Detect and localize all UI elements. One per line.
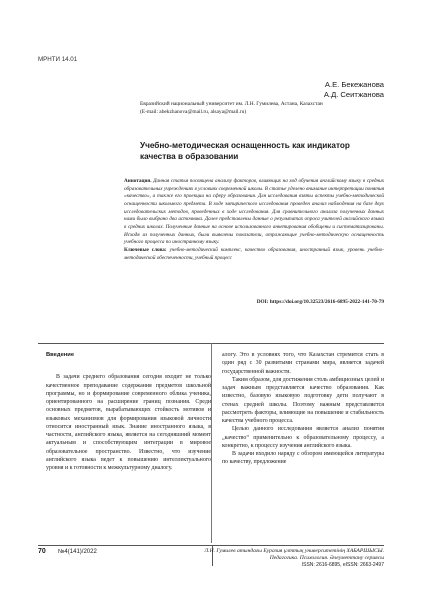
paragraph: Таким образом, для достижения столь амбициозных целей и задач важным представляется качество образования. Как известно, базовую языковую подготовку дети получают в стенах средней школы. Поэтому важным представляется рассмотреть факторы, влияющие на повышение и стабильность качества учебного процесса.	[222, 376, 384, 424]
abstract-text: Данная статья посвящена анализу факторов, влияющих на ход обучения английскому языку в средних образовательных учреждениях в условиях современной школы. В статье уделено внимание интерпретации понятия «качество», а также его проекции на сферу образования. Для исследования взяты аспекты учебно-методической оснащенности школьного предмета. В ходе эмпирического исследования проведен анализ наблюдения на базе двух исследовательских методов, проведенных в ходе исследования. Для сравнительного анализа полученных данных нами было выбрано два источника. Далее представлены данные о результатах опроса учителей английского языка в средних школах. Полученные данные на основе использованного анкетирования обобщены и систематизированы. Исходя из полученных данных, были выявлены показатели, отражающие учебно-методическую оснащенность учебного процесса по иностранному языку.	[124, 178, 385, 246]
author-name: А.Е. Бекежанова	[324, 80, 384, 89]
paragraph: В задачи входило наряду с обзором имеющейся литературы по качеству, предложение	[222, 451, 384, 466]
journal-info	[204, 548, 384, 569]
affiliation-email: (E-mail: abekzhanova@mail.ru, alsaya@mail.ru)	[140, 108, 247, 115]
section-heading-intro: Введение	[46, 352, 75, 358]
keywords-text: учебно-методический комплекс, качество образования, иностранный язык, уровень учебно-методической обеспеченности, учебный процесс	[124, 246, 385, 261]
affiliation	[140, 101, 384, 117]
journal-issn: ISSN: 2616-6895, eISSN: 2663-2497	[301, 562, 384, 568]
affiliation-line: Евразийский национальный университет им. Л.Н. Гумилева, Астана, Казахстан	[140, 101, 323, 107]
column-divider	[211, 343, 212, 543]
footer-divider	[38, 545, 384, 546]
doi-link[interactable]: DOI: https://doi.org/10.32523/2616-6895-2022-141-70-79	[256, 299, 384, 305]
issue-number: №4(141)/2022	[58, 549, 97, 555]
left-column	[46, 351, 211, 472]
paragraph: В задачи среднего образования сегодня входит не только качественное преподавание содержания предметов школьной программы, но и формирование современного облика ученика, ориентированного на расширение границ познания. Среди основных предметов, вырабатывающих стойкость мотивов и языковых механизмов для формирования языковой личности относится иностранный язык. Знание иностранного языка, в частности, английского языка, является на сегодняшний момент актуальным и способствующим интеграции в мировое образовательное пространство. Известно, что изучение английского языка ведет к повышению интеллектуального уровня и к готовности к межкультурному диалогу.	[46, 374, 211, 471]
article-title: Учебно-методическая оснащенность как индикатор качества в образовании	[140, 141, 350, 161]
mrnti-code: МРНТИ 14.01	[38, 56, 78, 63]
right-column	[222, 351, 384, 467]
journal-title: Л.Н. Гумилев атындағы Еуразия ұлттық университетінің ХАБАРШЫСЫ.	[204, 548, 384, 554]
keywords-label: Ключевые слова:	[124, 246, 167, 253]
abstract-label: Аннотация.	[124, 178, 152, 184]
author-name: А.Д. Сеитжанова	[323, 90, 384, 99]
paragraph: алогу. Это в условиях того, что Казахстан стремится стать в один ряд с 30 развитыми странами мира, является задачей государственной важности.	[222, 352, 384, 375]
journal-series: Педагогика. Психология. Әлеуметтану сериясы	[269, 555, 384, 561]
page-number: 70	[38, 548, 46, 555]
paragraph: Целью данного исследования является анализ понятия „качество“ применительно к образовательному процессу, а конкретно, к процессу изучения английского языка.	[222, 426, 384, 449]
author-list	[324, 80, 384, 100]
abstract-block	[124, 178, 384, 262]
